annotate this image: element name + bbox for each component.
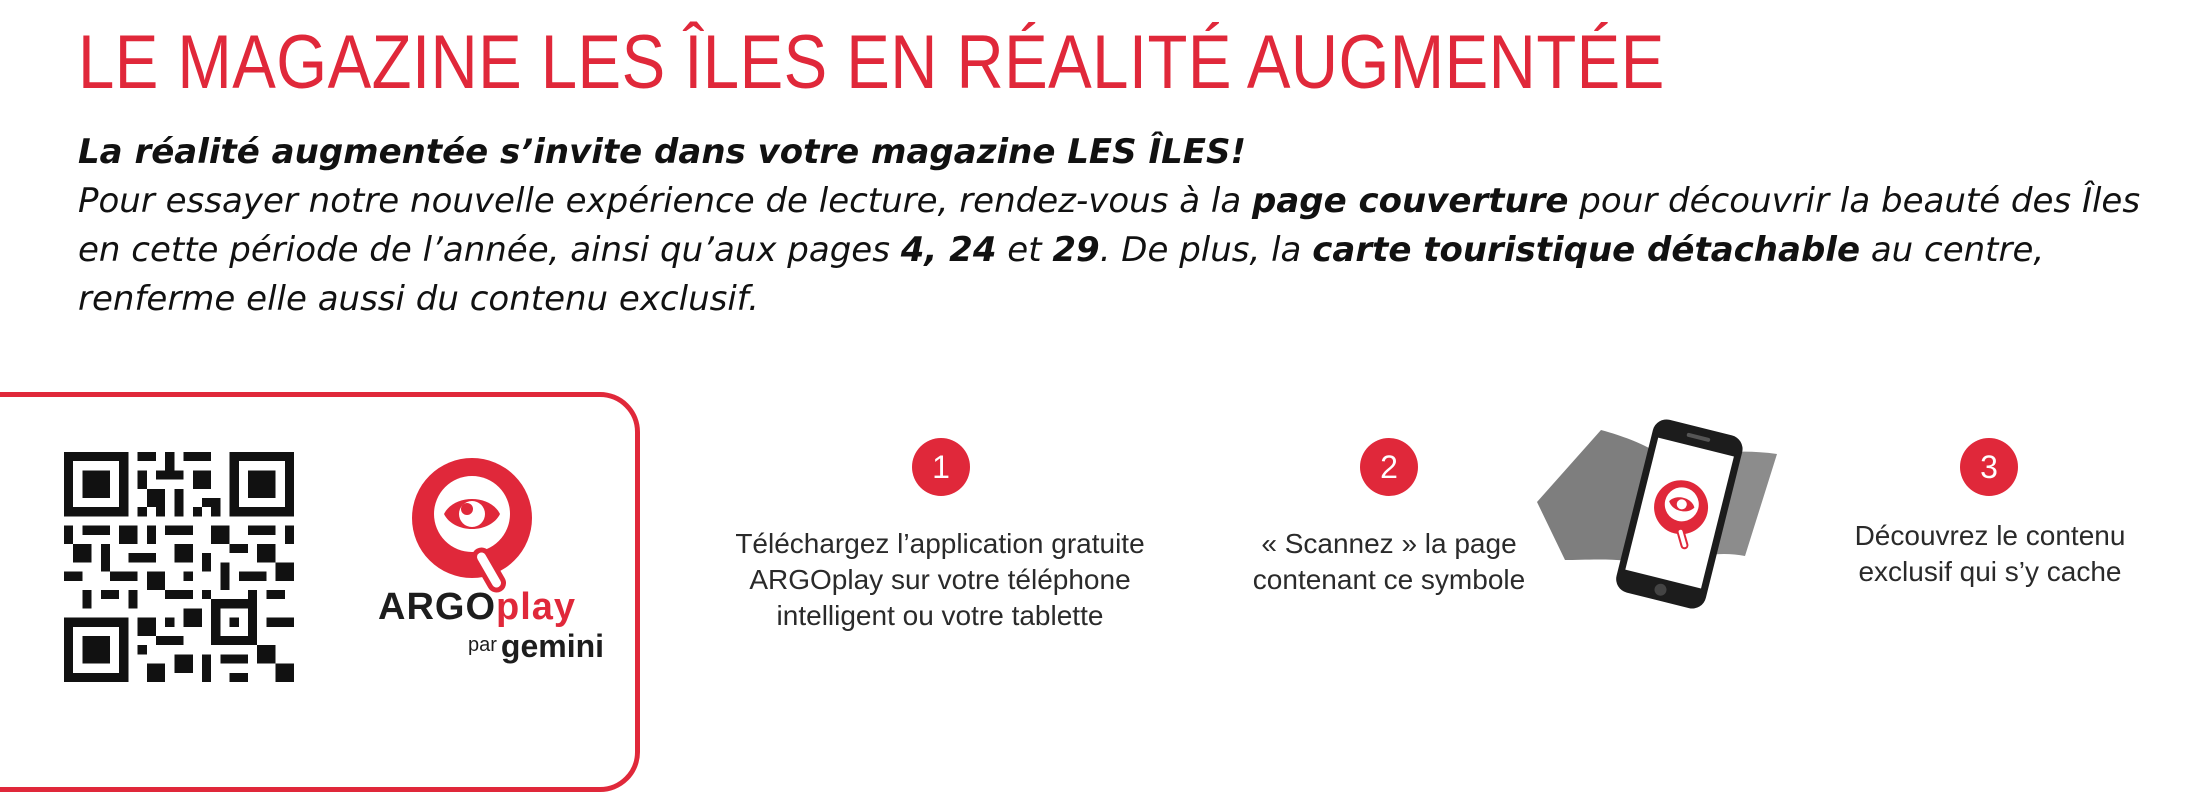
step-3-line-2: exclusif qui s’y cache [1858, 556, 2122, 587]
argoplay-wordmark [378, 586, 576, 629]
step-1-number-badge: 1 [912, 438, 970, 496]
step-2-line-1: « Scannez » la page [1261, 528, 1517, 559]
phone-scanning-magazine-icon [1515, 410, 1795, 620]
intro-lead: La réalité augmentée s’invite dans votre magazine LES ÎLES! [78, 132, 1246, 172]
step-2-number-badge: 2 [1360, 438, 1418, 496]
page-title: LE MAGAZINE LES ÎLES EN RÉALITÉ AUGMENTÉE [78, 20, 1665, 105]
step-1-line-3: intelligent ou votre tablette [776, 600, 1104, 631]
brand-play: play [496, 586, 577, 628]
intro-bold-cover: page couverture [1251, 181, 1569, 221]
step-3-line-1: Découvrez le contenu [1854, 520, 2126, 551]
intro-bold-map: carte touristique détachable [1312, 230, 1861, 270]
step-2-line-2: contenant ce symbole [1252, 564, 1526, 595]
step-3-number-badge: 3 [1960, 438, 2018, 496]
step-1-text [660, 526, 1220, 634]
brand-argo: ARGO [378, 586, 496, 628]
brand-gemini [468, 628, 604, 665]
argoplay-logo-icon [410, 456, 534, 596]
brand-par: par [468, 634, 497, 656]
intro-text-5: au centre, renferme elle aussi du contenu exclusif. [78, 230, 2045, 319]
intro-bold-pages: 4, 24 [900, 230, 997, 270]
intro-paragraph [78, 128, 2158, 324]
brand-gemini-label: gemini [500, 628, 605, 664]
intro-text-2: pour découvrir la beauté des Îles en cette période de l’année, ainsi qu’aux pages [78, 181, 2141, 270]
qr-code-icon[interactable] [64, 452, 294, 682]
step-1-line-1: Téléchargez l’application gratuite [735, 528, 1145, 559]
intro-text-4: . De plus, la [1099, 230, 1313, 270]
intro-text-1: Pour essayer notre nouvelle expérience de lecture, rendez-vous à la [78, 181, 1252, 221]
step-1-line-2: ARGOplay sur votre téléphone [749, 564, 1131, 595]
intro-bold-page-29: 29 [1052, 230, 1100, 270]
intro-text-3: et [996, 230, 1053, 270]
step-3-text [1810, 518, 2170, 590]
